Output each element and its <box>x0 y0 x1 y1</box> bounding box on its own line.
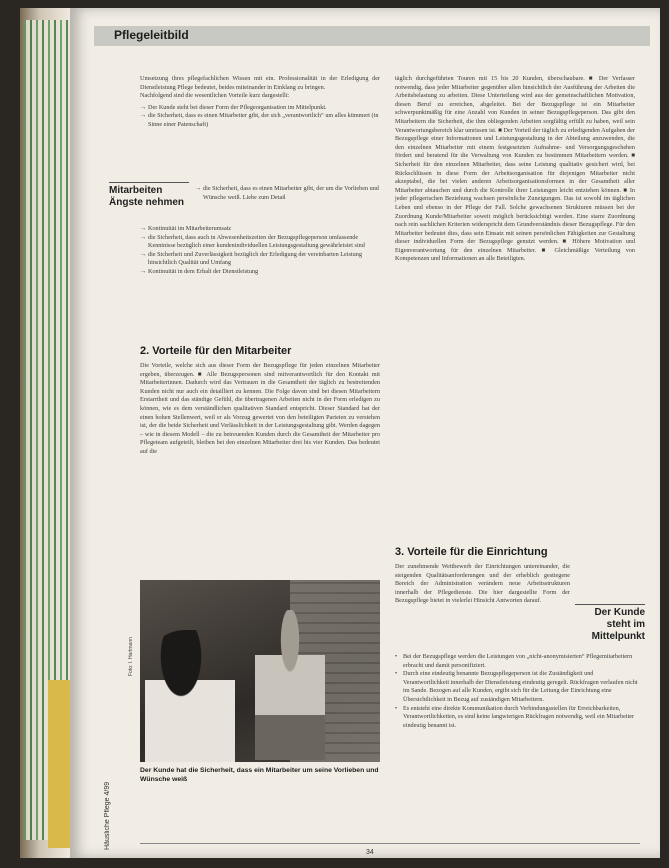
header-title: Pflegeleitbild <box>114 28 189 42</box>
right-col-text: täglich durchgeführten Touren mit 15 bis 20 Kunden, überschaubare. ■ Der Verfasser notwendig, dass jeder Mitarbeiter gegenüber allen hinsichtlich der Ausführung der Arbeiten die Arbeitsbelastung zu arbeiten. Diese Unterteilung wird aus der gemeinschaftlichen Motivation, diesen Beruf zu erreichen, abgeleitet. Bei der Bezugspflege ist ein Mitarbeiter schwerpunktmäßig für eine Anzahl von Kunden in seiner Bezugspflegeperson. Das gibt den Mitarbeitern die Sicherheit, die ihm obliegenden Arbeiten sorgfältig erfüllt zu haben, weil sein Verantwortungsbereich klar umrissen ist. ■ Der Vorteil der täglich zu erledigenden Aufgaben der Bezugspflege einer Informationen und Leistungsgestaltung in der Abteilung anzuwenden, die den einzelnen Mitarbeiter mit einem festgesetzten Aufnahme- und Versorgungsgeschehen fördert und beratend für die Verwaltung von Kunden zu bestimmen Mitarbeitern werden. ■ Sicherheit für den einzelnen Mitarbeiter, dass seine Leistung qualitativ gesichert wird, bei Rückschlüssen in diese Form der Arbeitsorganisation für diejenigen Mitarbeiter nicht akzeptabel, die bei vielen anderen Arbeitsorganisationsformen in der Gesamtheit aller Mitarbeiter abtauchen und durch die Kontrolle ihrer Leistungen leicht entziehen können. ■ In jeder pflegerischen Beziehung wachsen persönliche Zuneigungen. Das ist sowohl im täglichen Leben und ebenso in der Pflege der Fall. Solche gewachsenen Strukturen müssen bei der Zuordnung Kunde/Mitarbeiter soweit möglich berücksichtigt werden. Eine starre Zuordnung nach rein sachlichen Kriterien widerspricht dem Grundverständnis dieser Bezugspflege. Für den Mitarbeiter bedeutet dies, dass sein Einsatz mit seinen persönlichen Fähigkeiten zur Gestaltung dieser individuellen Form der Bezugspflege genutzt werden. ■ Höhere Motivation und Eigenverantwortung für den einzelnen Mitarbeiter. ■ Gleichmäßige Verteilung von Kompetenzen und Informationen an alle Beteiligten. <box>395 75 635 263</box>
list-item: → die Sicherheit, dass es einen Mitarbeiter gibt, der um die Vorlieben und Wünsche weiß. Liebe zum Detail <box>195 185 380 202</box>
bullet-list-b <box>195 185 380 202</box>
right-column-block <box>395 75 635 264</box>
left-bullets-b-block <box>195 182 380 205</box>
bullet-list-c <box>395 653 640 730</box>
list-item: → Kontinuität im Mitarbeiterumsatz <box>140 225 380 234</box>
list-item: • Es entsteht eine direkte Kommunikation durch Verbindungsstellen für Erreichbarkeiten, Verantwortlichkeiten, es sind keine langwierigen Rückfragen notwendig, weil ein Mitarbeiter eindeutig benannt ist. <box>395 705 640 731</box>
footer-rule <box>140 843 640 844</box>
section-3-heading: 3. Vorteile für die Einrichtung <box>395 546 548 558</box>
side-heading-right: Der Kunde steht im Mittelpunkt <box>591 607 645 642</box>
left-intro2: Nachfolgend sind die wesentlichen Vorteile kurz dargestellt: <box>140 92 290 100</box>
photo-caption: Der Kunde hat die Sicherheit, dass ein Mitarbeiter um seine Vorlieben und Wünsche weiß <box>140 767 379 783</box>
photo-woman <box>145 630 235 762</box>
section-3-bullets-block <box>395 650 640 733</box>
section-2-heading: 2. Vorteile für den Mitarbeiter <box>140 345 292 357</box>
section-2-body <box>140 362 380 457</box>
list-item: → die Sicherheit, dass auch in Abwesenheitszeiten der Bezugspflegeperson umfassende Kenntnisse bezüglich einer kundenindividuellen Leistungsgestaltung gewährleistet sind <box>140 234 380 251</box>
left-intro: Umsetzung ihres pflegefachlichen Wissen mit ein. Professionalität in der Erledigung der Dienstleistung Pflege bedeutet, beides miteinander in Einklang zu bringen. <box>140 75 380 91</box>
list-item: → die Sicherheit und Zuverlässigkeit bezüglich der Erledigung der vereinbarten Leistung hinsichtlich Qualität und Umfang <box>140 251 380 268</box>
list-item: • Durch eine eindeutig benannte Bezugspflegeperson ist die Zuständigkeit und Verantwortlichkeit innerhalb der Dienstleistung eindeutig geregelt. Rückfragen verlaufen nicht im Sande. Bezogen auf alle Kunden, ergibt sich für die Leitung der Einrichtung eine Übersichtlichkeit in Bezug auf zuständigen Mitarbeitern. <box>395 670 640 704</box>
side-heading-left: Mitarbeiten Ängste nehmen <box>109 185 185 208</box>
list-item: → die Sicherheit, dass es einen Mitarbeiter gibt, der sich „verantwortlich“ um alles kümmert (in Sinne einer Patenschaft) <box>140 112 380 129</box>
left-intro-block <box>140 75 380 133</box>
section-2-text: Die Vorteile, welche sich aus dieser Form der Bezugspflege für jeden einzelnen Mitarbeiter ergeben, überzeugen. ■ Alle Bezugspersonen sind mitverantwortlich für den Kontakt mit Mitarbeiterinnen. Dadurch wird das Vertrauen in die Gesamtheit der täglich zu bestreitenden Kunden nicht nur auch ein detailliert zu kennen. Die Folge davon sind bei diesen Mitarbeitern Erstarrtheit und das ständige Gefühl, die übertragenen Arbeiten nicht in der Form erledigen zu können, wie es dem verständlichen qualitativen Standard entspricht. Dieser Standard hat der einen hohen Stellenwert, weil er als Vorzug gewertet von den beteiligten Parteien zu verstehen ist, der die beide Sicherheit und Verlässlichkeit in der Leistungsgestaltung gibt. Werden dagegen – wie in diesem Modell – die zu betreuenden Kunden durch die Gesamtheit der Mitarbeiter pro Pflegeteam aufgeteilt, bleiben bei den einzelnen Mitarbeiter drei bis vier Kunden. Das bedeutet auf die <box>140 362 380 455</box>
side-rule-left <box>109 182 189 183</box>
list-item: • Bei der Bezugspflege werden die Leistungen von „nicht-anonymisierten“ Pflegemitarbeitern erbracht und damit personifiziert. <box>395 653 640 670</box>
side-rule-right <box>575 604 645 605</box>
photo-care-visit <box>140 580 380 762</box>
bullet-list-b2 <box>140 225 380 277</box>
list-item: → Kontinuität in dem Erhalt der Dienstleistung <box>140 268 380 277</box>
section-3-intro-block <box>395 563 570 606</box>
left-bullets-b2-block <box>140 222 380 280</box>
page-number: 34 <box>366 849 374 856</box>
list-item: → Der Kunde steht bei dieser Form der Pflegeorganisation im Mittelpunkt. <box>140 104 380 113</box>
section-3-intro: Der zunehmende Wettbewerb der Einrichtungen untereinander, die steigenden Qualitätsanforderungen und der erheblich gestiegene Bereich der Administration verändern neue Arbeitsstrukturen innerhalb der Pflegedienste. Die hier dargestellte Form der Bezugspflege bietet in vielerlei Hinsicht Antworten darauf. <box>395 563 570 605</box>
photo-credit: Foto: I. Hartmann <box>128 637 134 676</box>
spine-gold-band <box>48 680 70 848</box>
journal-label: Häusliche Pflege 4/99 <box>104 781 111 850</box>
photo-man <box>255 610 325 760</box>
running-header <box>94 26 650 46</box>
bullet-list-a <box>140 104 380 130</box>
